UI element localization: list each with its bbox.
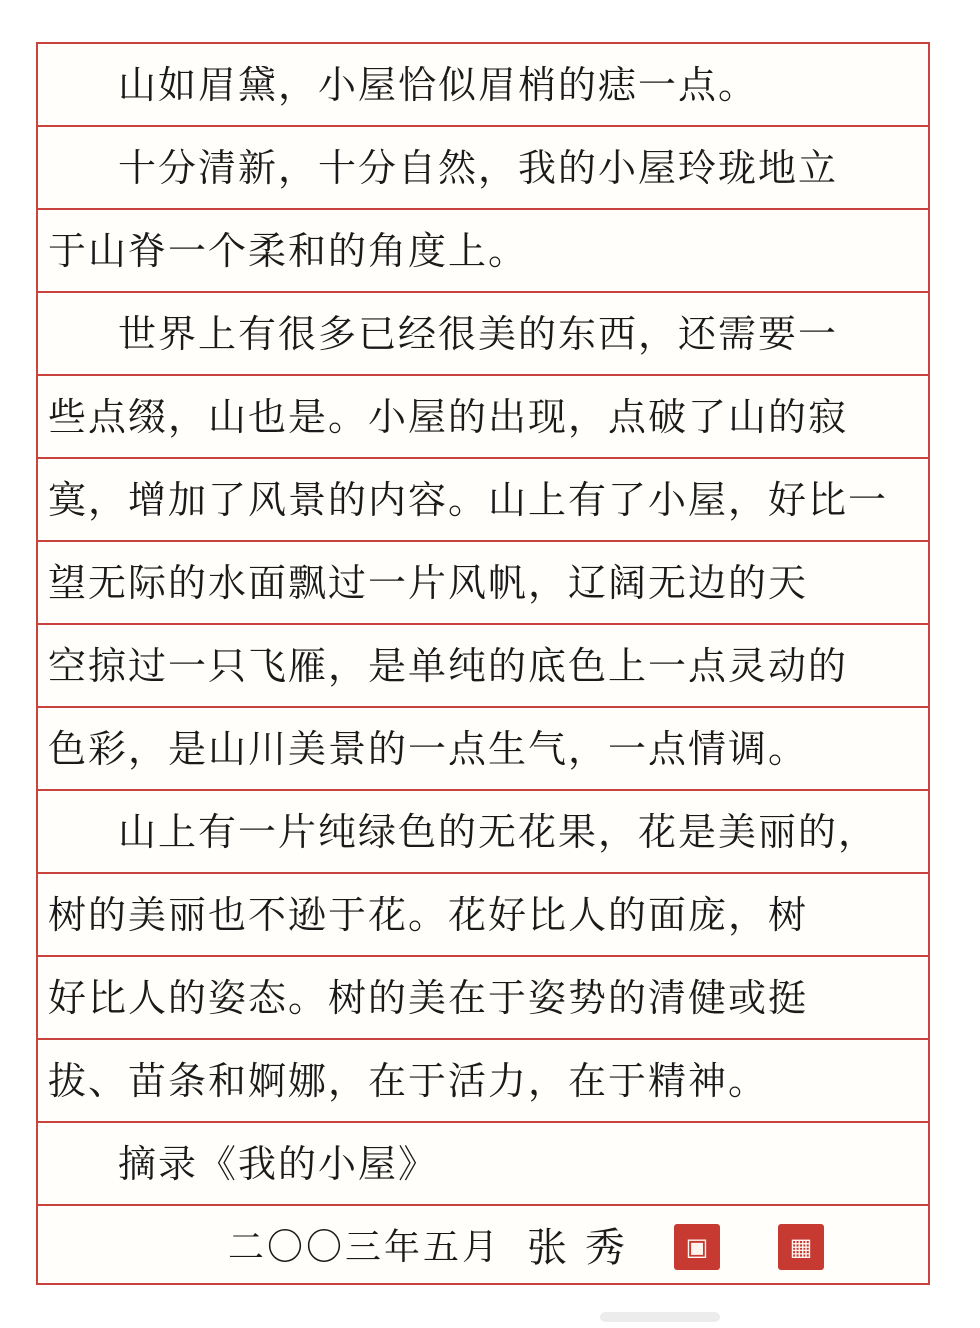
text-line	[38, 542, 928, 625]
seal-icon: ▦	[778, 1224, 824, 1270]
line-text: 好比人的姿态。树的美在于姿势的清健或挺	[48, 975, 809, 1020]
text-line	[38, 625, 928, 708]
text-line	[38, 127, 928, 210]
line-text: 空掠过一只飞雁，是单纯的底色上一点灵动的	[48, 643, 849, 688]
line-text: 寞，增加了风景的内容。山上有了小屋，好比一	[48, 477, 889, 522]
signature-date: 二〇〇三年五月	[228, 1226, 502, 1268]
line-text: 山如眉黛，小屋恰似眉梢的痣一点。	[118, 62, 759, 107]
line-text: 十分清新，十分自然，我的小屋玲珑地立	[118, 145, 839, 190]
signature-line	[38, 1206, 928, 1289]
line-text: 山上有一片纯绿色的无花果，花是美丽的，	[118, 809, 879, 854]
line-text: 色彩，是山川美景的一点生气，一点情调。	[48, 726, 809, 771]
text-line	[38, 957, 928, 1040]
text-line	[38, 791, 928, 874]
text-line	[38, 210, 928, 293]
text-line	[38, 293, 928, 376]
line-text: 于山脊一个柔和的角度上。	[48, 228, 529, 273]
writing-sheet	[36, 42, 930, 1285]
seal-icon: ▣	[674, 1224, 720, 1270]
text-line	[38, 459, 928, 542]
signature-name: 张秀	[527, 1224, 644, 1271]
line-text: 拔、苗条和婀娜，在于活力，在于精神。	[48, 1058, 769, 1103]
line-text: 摘录《我的小屋》	[118, 1141, 439, 1186]
line-text: 树的美丽也不逊于花。花好比人的面庞，树	[48, 892, 809, 937]
text-line	[38, 874, 928, 957]
text-line	[38, 376, 928, 459]
line-text: 世界上有很多已经很美的东西，还需要一	[118, 311, 839, 356]
text-line	[38, 708, 928, 791]
line-text: 望无际的水面飘过一片风帆，辽阔无边的天	[48, 560, 809, 605]
line-text: 些点缀，山也是。小屋的出现，点破了山的寂	[48, 394, 849, 439]
text-line	[38, 44, 928, 127]
text-line	[38, 1040, 928, 1123]
text-line	[38, 1123, 928, 1206]
scroll-indicator	[600, 1312, 720, 1322]
